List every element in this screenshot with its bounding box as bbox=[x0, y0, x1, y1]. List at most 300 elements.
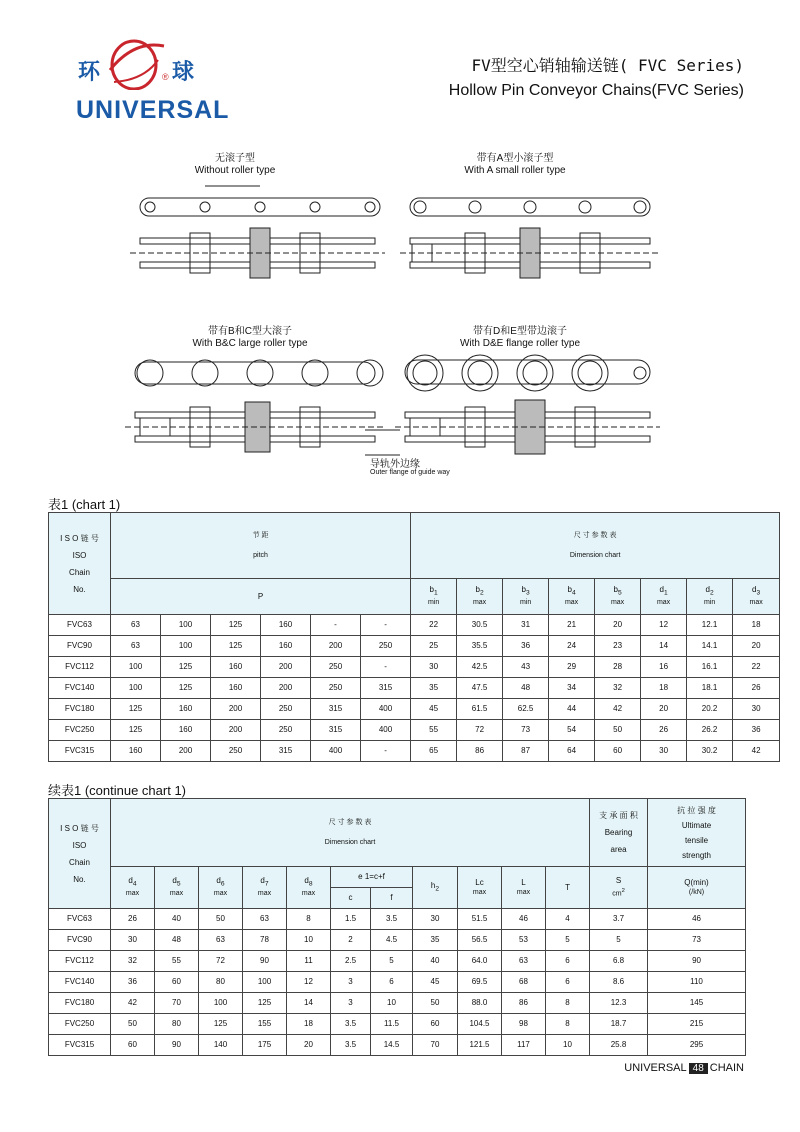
value-cell: 90 bbox=[648, 951, 746, 972]
value-cell: 65 bbox=[411, 741, 457, 762]
value-cell: 140 bbox=[199, 1035, 243, 1056]
col-symbol: h bbox=[430, 880, 436, 890]
value-cell: 3.5 bbox=[371, 909, 413, 930]
value-cell: 250 bbox=[261, 699, 311, 720]
value-cell: 72 bbox=[457, 720, 503, 741]
value-cell: 250 bbox=[361, 636, 411, 657]
chain-no-cell: FVC63 bbox=[49, 909, 111, 930]
value-cell: 125 bbox=[111, 699, 161, 720]
chain-no-cell: FVC112 bbox=[49, 951, 111, 972]
value-cell: 5 bbox=[371, 951, 413, 972]
s-header bbox=[590, 867, 648, 909]
value-cell: 72 bbox=[199, 951, 243, 972]
value-cell: 30 bbox=[413, 909, 458, 930]
col-subscript: 1 bbox=[663, 589, 668, 597]
col-subscript: 3 bbox=[525, 589, 530, 597]
value-cell: 10 bbox=[287, 930, 331, 951]
col-limit: min bbox=[703, 599, 716, 607]
col-symbol: S bbox=[615, 875, 622, 885]
header-line: ISO bbox=[72, 550, 87, 560]
chart1-col-header bbox=[457, 579, 503, 615]
header-line: I S O 链 号 bbox=[60, 533, 99, 543]
col-symbol: b bbox=[429, 584, 434, 594]
header-line: Ultimate bbox=[681, 820, 712, 830]
value-cell: 30 bbox=[641, 741, 687, 762]
value-cell: 160 bbox=[161, 699, 211, 720]
col-symbol: b bbox=[613, 584, 618, 594]
value-cell: 11.5 bbox=[371, 1014, 413, 1035]
col-subscript: 2 bbox=[435, 885, 440, 893]
value-cell: 315 bbox=[311, 699, 361, 720]
value-cell: 8 bbox=[287, 909, 331, 930]
value-cell: 400 bbox=[361, 720, 411, 741]
value-cell: 54 bbox=[549, 720, 595, 741]
col-limit: max bbox=[472, 888, 487, 896]
value-cell: 6 bbox=[371, 972, 413, 993]
chain-no-cell: FVC112 bbox=[49, 657, 111, 678]
value-cell: 35 bbox=[413, 930, 458, 951]
header-line: 支 承 面 积 bbox=[599, 811, 638, 820]
value-cell: 250 bbox=[211, 741, 261, 762]
dimension-header bbox=[111, 799, 590, 867]
diagram-label-cn: 带有D和E型带边滚子 bbox=[473, 326, 567, 337]
diagram-label-cn: 带有A型小滚子型 bbox=[476, 153, 554, 164]
chart2-col-header bbox=[243, 867, 287, 909]
col-symbol: d bbox=[659, 584, 664, 594]
table-row bbox=[49, 909, 746, 930]
value-cell: 400 bbox=[311, 741, 361, 762]
header-line: Bearing bbox=[604, 828, 633, 837]
header-line: area bbox=[610, 845, 627, 854]
header-line: ISO bbox=[72, 840, 87, 850]
value-cell: 100 bbox=[111, 678, 161, 699]
value-cell: 20.2 bbox=[687, 699, 733, 720]
value-cell: 46 bbox=[648, 909, 746, 930]
chain-no-cell: FVC63 bbox=[49, 615, 111, 636]
value-cell: 125 bbox=[161, 657, 211, 678]
value-cell: 56.5 bbox=[458, 930, 502, 951]
value-cell: 200 bbox=[261, 678, 311, 699]
dimension-header-cn: 尺 寸 参 数 表 bbox=[328, 818, 372, 826]
value-cell: 70 bbox=[413, 1035, 458, 1056]
diagram-label-en: Without roller type bbox=[194, 165, 276, 176]
chain-technical-drawings bbox=[0, 0, 800, 490]
table-row bbox=[49, 720, 780, 741]
value-cell: 36 bbox=[733, 720, 780, 741]
value-cell: - bbox=[361, 615, 411, 636]
col-symbol: d bbox=[705, 584, 710, 594]
col-symbol: b bbox=[521, 584, 526, 594]
value-cell: 18 bbox=[641, 678, 687, 699]
value-cell: 36 bbox=[503, 636, 549, 657]
value-cell: 22 bbox=[411, 615, 457, 636]
col-subscript: 2 bbox=[479, 589, 484, 597]
value-cell: 125 bbox=[243, 993, 287, 1014]
value-cell: 61.5 bbox=[457, 699, 503, 720]
col-subscript: 4 bbox=[132, 880, 137, 888]
chain-no-cell: FVC140 bbox=[49, 972, 111, 993]
value-cell: 5 bbox=[590, 930, 648, 951]
value-cell: 26 bbox=[733, 678, 780, 699]
value-cell: 100 bbox=[243, 972, 287, 993]
value-cell: - bbox=[311, 615, 361, 636]
value-cell: 20 bbox=[287, 1035, 331, 1056]
value-cell: 24 bbox=[549, 636, 595, 657]
value-cell: 40 bbox=[413, 951, 458, 972]
f-header: f bbox=[371, 888, 413, 909]
value-cell: 32 bbox=[595, 678, 641, 699]
value-cell: 100 bbox=[199, 993, 243, 1014]
chart1-col-header bbox=[411, 579, 457, 615]
value-cell: 4 bbox=[546, 909, 590, 930]
chain-no-cell: FVC180 bbox=[49, 699, 111, 720]
lc-header bbox=[458, 867, 502, 909]
value-cell: 50 bbox=[199, 909, 243, 930]
header-line: Chain bbox=[69, 567, 90, 577]
value-cell: 28 bbox=[595, 657, 641, 678]
value-cell: 36 bbox=[111, 972, 155, 993]
value-cell: 250 bbox=[311, 657, 361, 678]
value-cell: 104.5 bbox=[458, 1014, 502, 1035]
chart2-title: 续表1 (continue chart 1) bbox=[48, 783, 187, 798]
value-cell: 3 bbox=[331, 993, 371, 1014]
chart1-col-header bbox=[641, 579, 687, 615]
footer-chain: CHAIN bbox=[709, 1062, 744, 1074]
value-cell: 3.7 bbox=[590, 909, 648, 930]
col-limit: max bbox=[656, 599, 671, 607]
col-subscript: 7 bbox=[264, 880, 269, 888]
chain-no-cell: FVC140 bbox=[49, 678, 111, 699]
value-cell: 35.5 bbox=[457, 636, 503, 657]
value-cell: 48 bbox=[503, 678, 549, 699]
value-cell: 10 bbox=[546, 1035, 590, 1056]
value-cell: 90 bbox=[155, 1035, 199, 1056]
col-symbol: L bbox=[521, 877, 526, 887]
value-cell: 200 bbox=[161, 741, 211, 762]
value-cell: 175 bbox=[243, 1035, 287, 1056]
value-cell: 250 bbox=[311, 678, 361, 699]
chain-no-cell: FVC250 bbox=[49, 720, 111, 741]
c-header: c bbox=[331, 888, 371, 909]
value-cell: 64.0 bbox=[458, 951, 502, 972]
logo-cn-right: 球 bbox=[172, 59, 197, 84]
chart1-col-header bbox=[687, 579, 733, 615]
value-cell: 125 bbox=[199, 1014, 243, 1035]
pitch-header-en: pitch bbox=[253, 551, 268, 559]
value-cell: 50 bbox=[413, 993, 458, 1014]
value-cell: 78 bbox=[243, 930, 287, 951]
value-cell: 200 bbox=[211, 720, 261, 741]
value-cell: 46 bbox=[502, 909, 546, 930]
table-row bbox=[49, 615, 780, 636]
value-cell: 6 bbox=[546, 972, 590, 993]
value-cell: 60 bbox=[155, 972, 199, 993]
value-cell: 125 bbox=[211, 636, 261, 657]
l-header bbox=[502, 867, 546, 909]
value-cell: 2.5 bbox=[331, 951, 371, 972]
iso-chain-no-header bbox=[49, 513, 111, 615]
value-cell: 86 bbox=[502, 993, 546, 1014]
value-cell: 295 bbox=[648, 1035, 746, 1056]
table-row bbox=[49, 741, 780, 762]
value-cell: 18.1 bbox=[687, 678, 733, 699]
value-cell: 20 bbox=[595, 615, 641, 636]
value-cell: 6.8 bbox=[590, 951, 648, 972]
value-cell: 100 bbox=[161, 615, 211, 636]
value-cell: 63 bbox=[199, 930, 243, 951]
value-cell: 30 bbox=[111, 930, 155, 951]
side-view-small-roller bbox=[410, 198, 650, 216]
value-cell: 31 bbox=[503, 615, 549, 636]
diagram-label-en: With A small roller type bbox=[464, 165, 566, 176]
dimension-header bbox=[411, 513, 780, 579]
col-symbol: b bbox=[475, 584, 480, 594]
chart2-col-header bbox=[199, 867, 243, 909]
value-cell: 110 bbox=[648, 972, 746, 993]
table-row bbox=[49, 951, 746, 972]
e1-header: e 1=c+f bbox=[331, 867, 413, 888]
value-cell: 42 bbox=[733, 741, 780, 762]
value-cell: 60 bbox=[413, 1014, 458, 1035]
value-cell: 200 bbox=[311, 636, 361, 657]
value-cell: 22 bbox=[733, 657, 780, 678]
chain-no-cell: FVC315 bbox=[49, 741, 111, 762]
value-cell: 30 bbox=[411, 657, 457, 678]
top-view-small-roller bbox=[400, 228, 660, 278]
page-number: 48 bbox=[689, 1063, 708, 1074]
value-cell: 23 bbox=[595, 636, 641, 657]
value-cell: 53 bbox=[502, 930, 546, 951]
value-cell: 160 bbox=[111, 741, 161, 762]
chart1-col-header bbox=[503, 579, 549, 615]
value-cell: 63 bbox=[111, 636, 161, 657]
col-symbol: d bbox=[260, 875, 265, 885]
dimension-header-en: Dimension chart bbox=[324, 838, 376, 846]
value-cell: 43 bbox=[503, 657, 549, 678]
table-row bbox=[49, 678, 780, 699]
pitch-header-cn: 节 距 bbox=[252, 531, 269, 539]
page-title-cn: FV型空心销轴输送链( FVC Series) bbox=[471, 56, 744, 75]
diagram-label-cn: 带有B和C型大滚子 bbox=[208, 326, 292, 337]
value-cell: 10 bbox=[371, 993, 413, 1014]
value-cell: 87 bbox=[503, 741, 549, 762]
col-unit bbox=[590, 886, 647, 899]
guide-way-label-en: Outer flange of guide way bbox=[370, 469, 450, 476]
col-symbol: Q(min) bbox=[684, 877, 709, 887]
value-cell: 20 bbox=[641, 699, 687, 720]
value-cell: 3.5 bbox=[331, 1035, 371, 1056]
value-cell: 26.2 bbox=[687, 720, 733, 741]
registered-mark: ® bbox=[162, 72, 169, 82]
header-line: tensile bbox=[684, 835, 709, 845]
chart2-col-header bbox=[111, 867, 155, 909]
chain-no-cell: FVC180 bbox=[49, 993, 111, 1014]
value-cell: 125 bbox=[211, 615, 261, 636]
col-symbol: d bbox=[304, 875, 309, 885]
col-symbol: d bbox=[752, 584, 757, 594]
col-subscript: 3 bbox=[756, 589, 761, 597]
value-cell: 26 bbox=[111, 909, 155, 930]
chain-no-cell: FVC250 bbox=[49, 1014, 111, 1035]
value-cell: 215 bbox=[648, 1014, 746, 1035]
value-cell: 29 bbox=[549, 657, 595, 678]
col-symbol: d bbox=[216, 875, 221, 885]
value-cell: 48 bbox=[155, 930, 199, 951]
chart2-table bbox=[48, 798, 746, 1056]
value-cell: 1.5 bbox=[331, 909, 371, 930]
chain-no-cell: FVC90 bbox=[49, 930, 111, 951]
header-line: 抗 拉 强 度 bbox=[677, 805, 716, 815]
value-cell: 8.6 bbox=[590, 972, 648, 993]
value-cell: 14 bbox=[641, 636, 687, 657]
col-limit: min bbox=[427, 599, 440, 607]
logo-cn-left: 环 bbox=[78, 59, 103, 84]
table-row bbox=[49, 972, 746, 993]
value-cell: 55 bbox=[155, 951, 199, 972]
value-cell: 14 bbox=[287, 993, 331, 1014]
chart1-table bbox=[48, 512, 780, 762]
pitch-header bbox=[111, 513, 411, 579]
diagram-label-en: With D&E flange roller type bbox=[459, 338, 581, 349]
value-cell: 73 bbox=[503, 720, 549, 741]
col-limit: max bbox=[257, 890, 272, 898]
value-cell: 100 bbox=[161, 636, 211, 657]
bearing-area-header bbox=[590, 799, 648, 867]
side-view-large-roller bbox=[135, 360, 383, 386]
value-cell: 50 bbox=[111, 1014, 155, 1035]
value-cell: 160 bbox=[161, 720, 211, 741]
value-cell: 30.2 bbox=[687, 741, 733, 762]
value-cell: 16 bbox=[641, 657, 687, 678]
value-cell: 160 bbox=[211, 657, 261, 678]
value-cell: 45 bbox=[411, 699, 457, 720]
side-view-flange-roller bbox=[405, 355, 650, 391]
col-limit: max bbox=[213, 890, 228, 898]
value-cell: 42.5 bbox=[457, 657, 503, 678]
chart1-col-header bbox=[733, 579, 780, 615]
value-cell: 63 bbox=[243, 909, 287, 930]
value-cell: 160 bbox=[211, 678, 261, 699]
value-cell: 98 bbox=[502, 1014, 546, 1035]
value-cell: 117 bbox=[502, 1035, 546, 1056]
col-symbol: b bbox=[567, 584, 572, 594]
header-line: strength bbox=[682, 850, 711, 860]
col-limit: max bbox=[125, 890, 140, 898]
value-cell: 60 bbox=[595, 741, 641, 762]
pitch-symbol: P bbox=[111, 579, 411, 615]
col-subscript: 1 bbox=[433, 589, 438, 597]
value-cell: 315 bbox=[261, 741, 311, 762]
value-cell: 47.5 bbox=[457, 678, 503, 699]
value-cell: 44 bbox=[549, 699, 595, 720]
table-row bbox=[49, 699, 780, 720]
value-cell: 100 bbox=[111, 657, 161, 678]
header-line: Chain bbox=[69, 857, 90, 867]
value-cell: 63 bbox=[111, 615, 161, 636]
value-cell: 14.5 bbox=[371, 1035, 413, 1056]
value-cell: 25.8 bbox=[590, 1035, 648, 1056]
value-cell: 42 bbox=[595, 699, 641, 720]
dimension-header-cn: 尺 寸 参 数 表 bbox=[573, 531, 617, 539]
chart1-col-header bbox=[595, 579, 641, 615]
value-cell: 26 bbox=[641, 720, 687, 741]
value-cell: 18 bbox=[287, 1014, 331, 1035]
value-cell: 4.5 bbox=[371, 930, 413, 951]
value-cell: 315 bbox=[311, 720, 361, 741]
value-cell: 73 bbox=[648, 930, 746, 951]
footer-brand: UNIVERSAL bbox=[624, 1062, 687, 1074]
col-subscript: 4 bbox=[571, 589, 576, 597]
header-line: No. bbox=[73, 584, 86, 594]
col-subscript: 5 bbox=[176, 880, 181, 888]
value-cell: 80 bbox=[155, 1014, 199, 1035]
value-cell: 88.0 bbox=[458, 993, 502, 1014]
col-unit: (/kN) bbox=[688, 888, 705, 896]
value-cell: - bbox=[361, 657, 411, 678]
value-cell: 250 bbox=[261, 720, 311, 741]
value-cell: 125 bbox=[111, 720, 161, 741]
chain-no-cell: FVC315 bbox=[49, 1035, 111, 1056]
dimension-header-en: Dimension chart bbox=[569, 551, 621, 559]
table-row bbox=[49, 930, 746, 951]
value-cell: 2 bbox=[331, 930, 371, 951]
col-limit: max bbox=[564, 599, 579, 607]
table-row bbox=[49, 657, 780, 678]
col-limit: max bbox=[472, 599, 487, 607]
h2-header bbox=[413, 867, 458, 909]
value-cell: - bbox=[361, 741, 411, 762]
value-cell: 68 bbox=[502, 972, 546, 993]
value-cell: 14.1 bbox=[687, 636, 733, 657]
value-cell: 35 bbox=[411, 678, 457, 699]
value-cell: 20 bbox=[733, 636, 780, 657]
header-line: I S O 链 号 bbox=[60, 823, 99, 833]
value-cell: 34 bbox=[549, 678, 595, 699]
value-cell: 6 bbox=[546, 951, 590, 972]
value-cell: 30 bbox=[733, 699, 780, 720]
value-cell: 160 bbox=[261, 615, 311, 636]
logo-wordmark: UNIVERSAL bbox=[76, 96, 230, 124]
value-cell: 55 bbox=[411, 720, 457, 741]
chart2-col-header bbox=[287, 867, 331, 909]
col-limit: max bbox=[749, 599, 763, 607]
value-cell: 121.5 bbox=[458, 1035, 502, 1056]
value-cell: 62.5 bbox=[503, 699, 549, 720]
value-cell: 51.5 bbox=[458, 909, 502, 930]
col-subscript: 5 bbox=[617, 589, 622, 597]
col-subscript: 8 bbox=[308, 880, 313, 888]
value-cell: 18.7 bbox=[590, 1014, 648, 1035]
value-cell: 70 bbox=[155, 993, 199, 1014]
value-cell: 145 bbox=[648, 993, 746, 1014]
value-cell: 400 bbox=[361, 699, 411, 720]
iso-chain-no-header bbox=[49, 799, 111, 909]
chart1-col-header bbox=[549, 579, 595, 615]
table-row bbox=[49, 993, 746, 1014]
value-cell: 30.5 bbox=[457, 615, 503, 636]
s-unit-sup: 2 bbox=[621, 887, 625, 894]
value-cell: 3 bbox=[331, 972, 371, 993]
value-cell: 63 bbox=[502, 951, 546, 972]
col-subscript: 6 bbox=[220, 880, 225, 888]
diagram-label-en: With B&C large roller type bbox=[192, 338, 308, 349]
value-cell: 21 bbox=[549, 615, 595, 636]
page-footer bbox=[624, 1062, 744, 1074]
col-limit: max bbox=[169, 890, 184, 898]
table-row bbox=[49, 1035, 746, 1056]
chart1-title: 表1 (chart 1) bbox=[48, 497, 121, 512]
value-cell: 155 bbox=[243, 1014, 287, 1035]
